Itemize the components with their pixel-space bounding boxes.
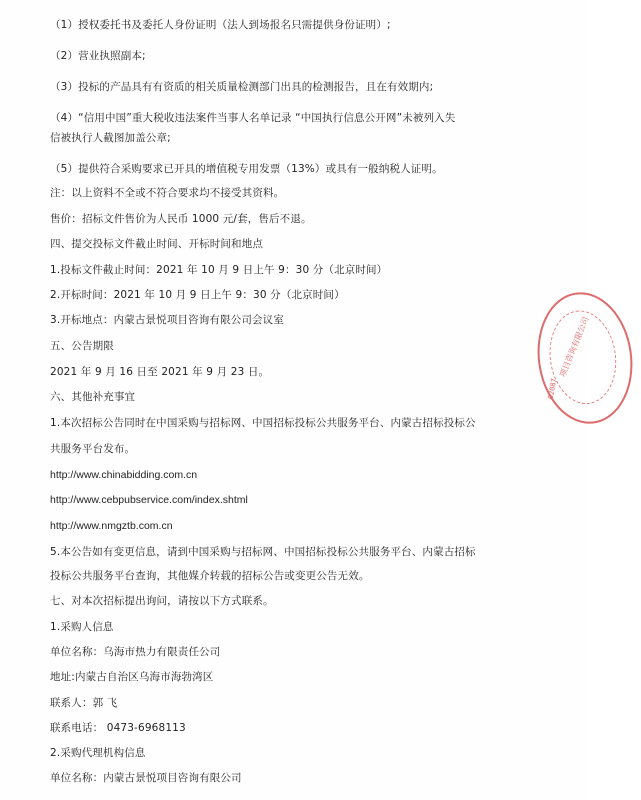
link-nmgztb[interactable]: http://www.nmgztb.com.cn bbox=[50, 520, 173, 532]
company-seal-stamp bbox=[529, 286, 640, 430]
section-heading: 六、其他补充事宜 bbox=[50, 391, 136, 403]
text-line: 1.采购人信息 bbox=[50, 621, 114, 633]
stamp-number: 02087 bbox=[546, 377, 559, 400]
text-line: （4）“信用中国”重大税收违法案件当事人名单记录 “中国执行信息公开网”未被列入失 bbox=[50, 112, 456, 124]
text-line: 投标公共服务平台查询，其他媒介转载的招标公告或变更公告无效。 bbox=[50, 570, 370, 582]
text-line: （5）提供符合采购要求已开具的增值税专用发票（13%）或具有一般纳税人证明。 bbox=[50, 163, 443, 175]
text-line: （3）投标的产品具有有资质的相关质量检测部门出具的检测报告，且在有效期内; bbox=[50, 81, 434, 93]
stamp-text: 项目咨询有限公司 bbox=[558, 315, 591, 379]
text-line: 共服务平台发布。 bbox=[50, 443, 136, 455]
text-line: 联系人：郭 飞 bbox=[50, 697, 118, 709]
text-line: 2.开标时间：2021 年 10 月 9 日上午 9：30 分（北京时间） bbox=[50, 289, 345, 301]
section-heading: 七、对本次招标提出询问，请按以下方式联系。 bbox=[50, 595, 274, 607]
text-line: 联系电话： 0473-6968113 bbox=[50, 722, 186, 734]
link-cebpubservice[interactable]: http://www.cebpubservice.com/index.shtml bbox=[50, 494, 248, 506]
text-line: 2021 年 9 月 16 日至 2021 年 9 月 23 日。 bbox=[50, 366, 270, 378]
text-line: 单位名称：内蒙古景悦项目咨询有限公司 bbox=[50, 772, 242, 784]
text-line: （1）授权委托书及委托人身份证明（法人到场报名只需提供身份证明）; bbox=[50, 19, 391, 31]
link-chinabidding[interactable]: http://www.chinabidding.com.cn bbox=[50, 469, 198, 481]
text-line: 3.开标地点：内蒙古景悦项目咨询有限公司会议室 bbox=[50, 314, 284, 326]
section-heading: 四、提交投标文件截止时间、开标时间和地点 bbox=[50, 238, 263, 250]
text-line: 1.本次招标公告同时在中国采购与招标网、中国招标投标公共服务平台、内蒙古招标投标公 bbox=[50, 417, 476, 429]
text-line: 信被执行人截图加盖公章; bbox=[50, 132, 171, 144]
text-line: 1.投标文件截止时间：2021 年 10 月 9 日上午 9：30 分（北京时间） bbox=[50, 264, 388, 276]
text-line: 注：以上资料不全或不符合要求均不接受其资料。 bbox=[50, 187, 285, 199]
text-line: 2.采购代理机构信息 bbox=[50, 747, 146, 759]
section-heading: 五、公告期限 bbox=[50, 340, 114, 352]
text-line: （2）营业执照副本; bbox=[50, 50, 146, 62]
text-line: 单位名称：乌海市热力有限责任公司 bbox=[50, 646, 221, 658]
text-line: 售价：招标文件售价为人民币 1000 元/套，售后不退。 bbox=[50, 213, 312, 225]
text-line: 5.本公告如有变更信息，请到中国采购与招标网、中国招标投标公共服务平台、内蒙古招标 bbox=[50, 546, 476, 558]
text-line: 地址:内蒙古自治区乌海市海勃湾区 bbox=[50, 671, 214, 683]
